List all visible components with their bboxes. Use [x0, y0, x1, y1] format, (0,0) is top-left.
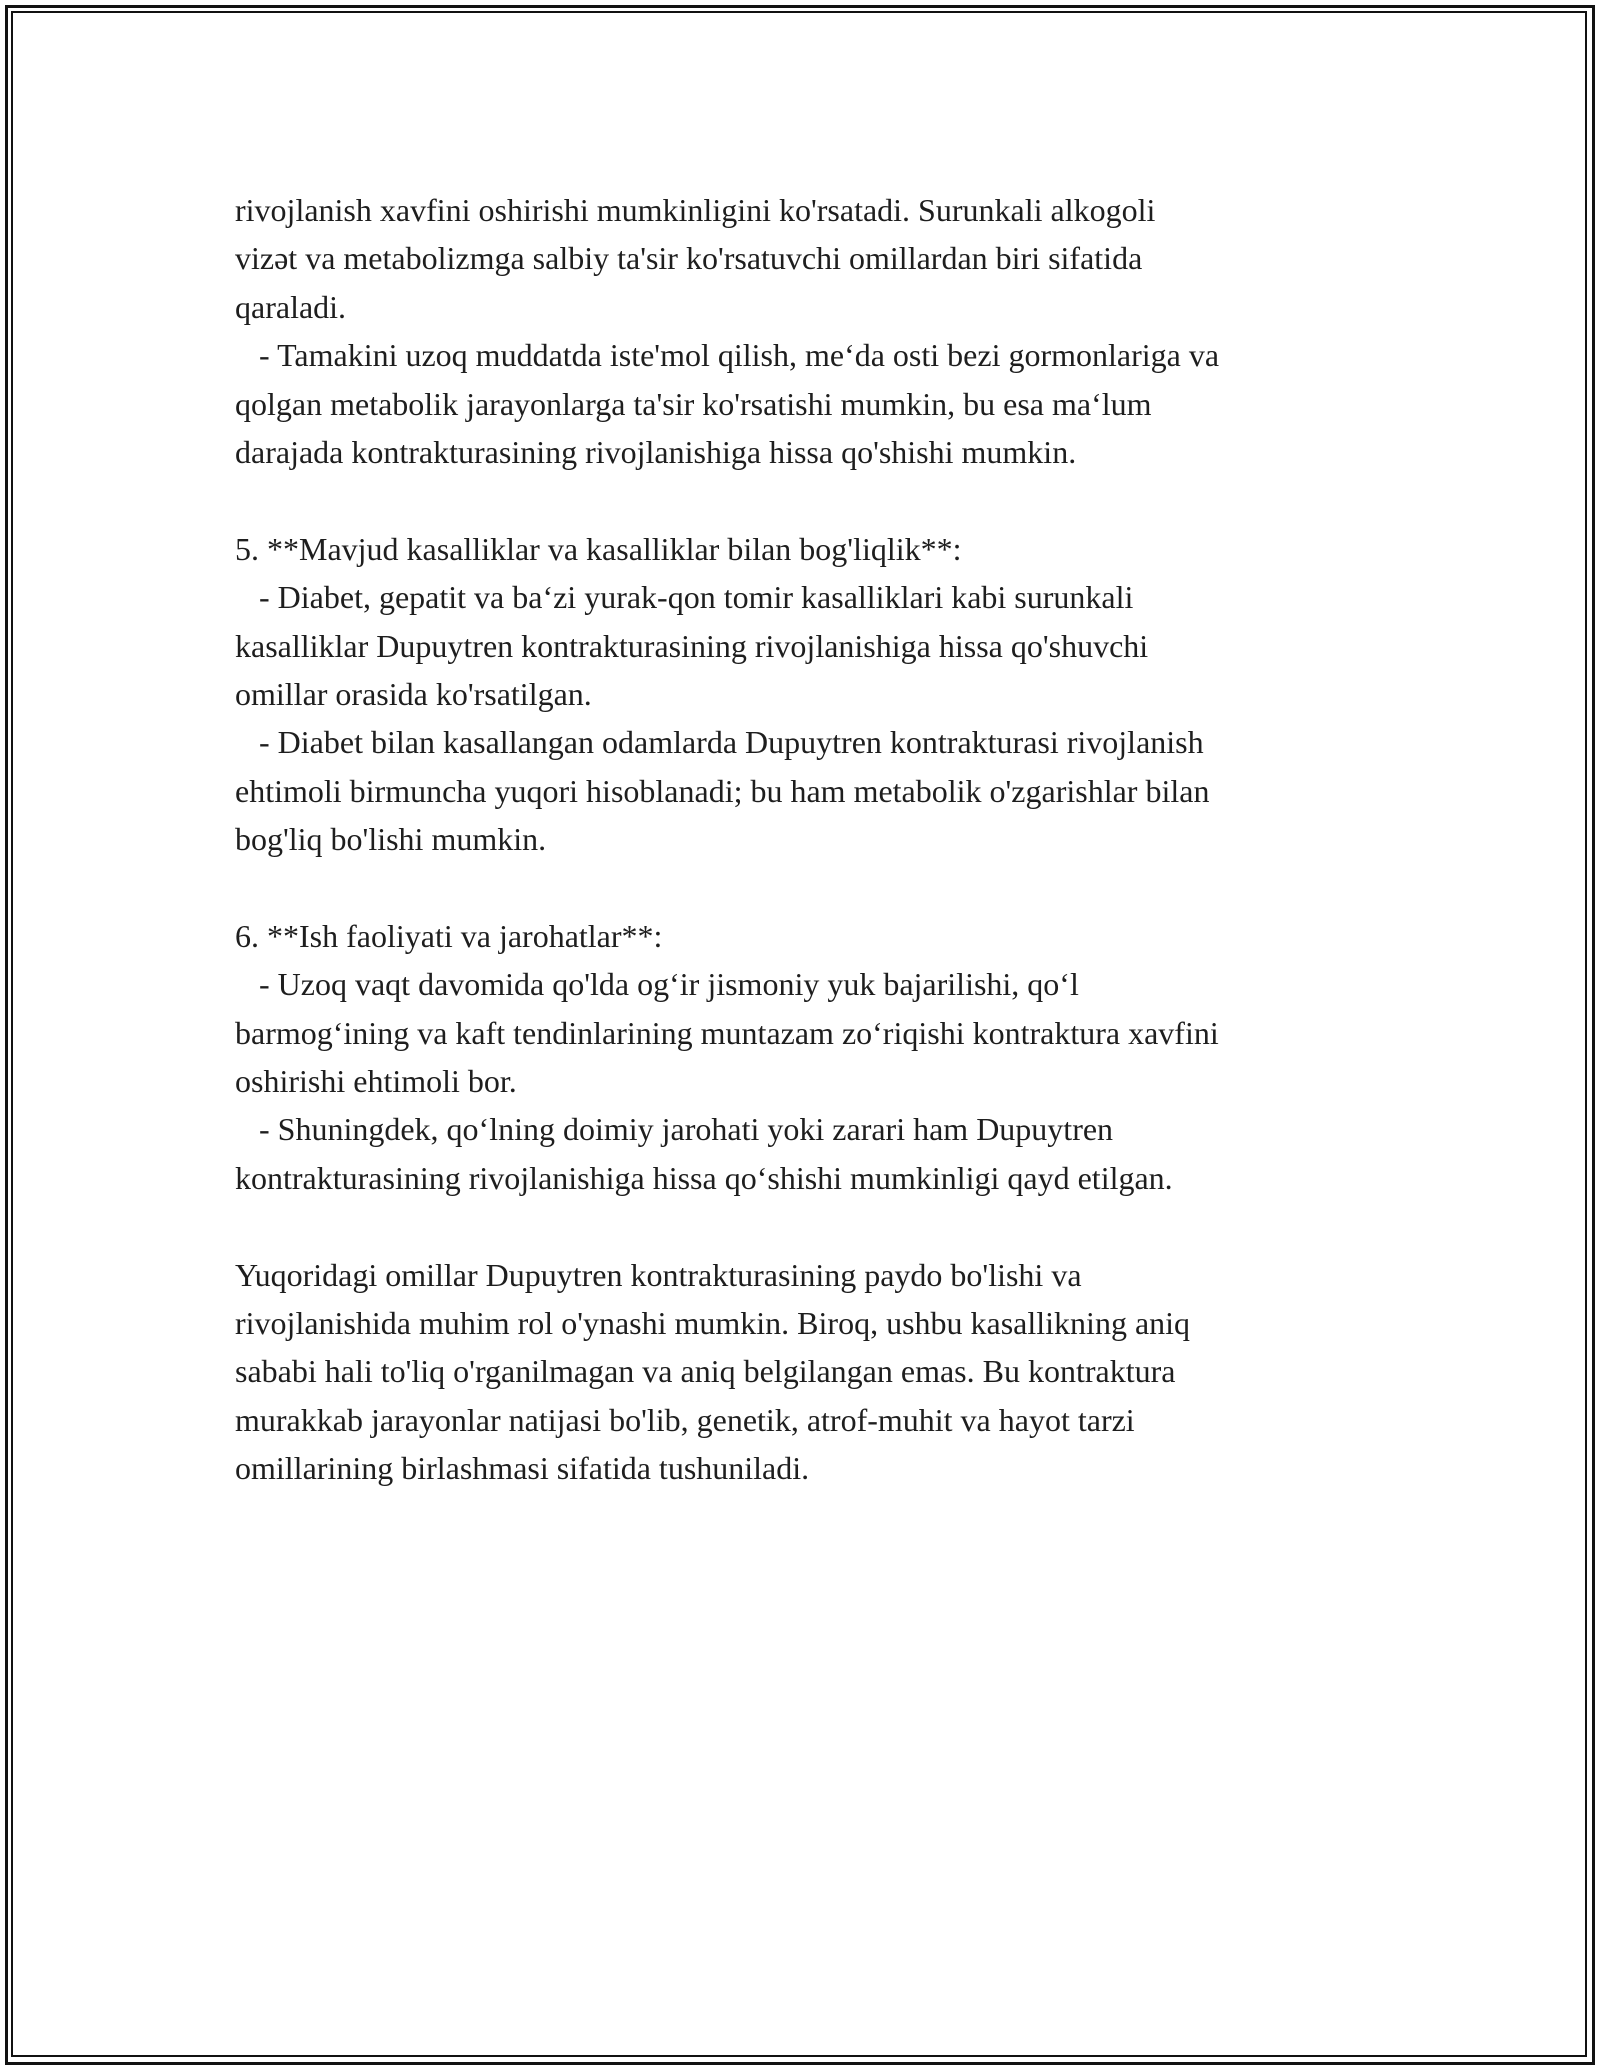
document-body	[235, 186, 1395, 1493]
text-line: omillarining birlashmasi sifatida tushuniladi.	[235, 1450, 810, 1487]
paragraph-gap	[235, 476, 1395, 524]
text-line: kasalliklar Dupuytren kontrakturasining rivojlanishiga hissa qo'shuvchi	[235, 627, 1149, 664]
text-line: barmog‘ining va kaft tendinlarining muntazam zo‘riqishi kontraktura xavfini	[235, 1014, 1219, 1051]
text-line: murakkab jarayonlar natijasi bo'lib, genetik, atrof-muhit va hayot tarzi	[235, 1401, 1135, 1438]
bullet-line: - Diabet bilan kasallangan odamlarda Dupuytren kontrakturasi rivojlanish	[235, 724, 1204, 761]
text-line: sababi hali to'liq o'rganilmagan va aniq belgilangan emas. Bu kontraktura	[235, 1353, 1176, 1390]
section-heading: 5. **Mavjud kasalliklar va kasalliklar bilan bog'liqlik**:	[235, 530, 962, 567]
text-line: darajada kontrakturasining rivojlanishiga hissa qo'shishi mumkin.	[235, 433, 1077, 470]
text-line: kontrakturasining rivojlanishiga hissa qo‘shishi mumkinligi qayd etilgan.	[235, 1159, 1173, 1196]
text-line: vizət va metabolizmga salbiy ta'sir ko'rsatuvchi omillardan biri sifatida	[235, 240, 1143, 277]
bullet-line: - Shuningdek, qo‘lning doimiy jarohati yoki zarari ham Dupuytren	[235, 1111, 1114, 1148]
text-line: bog'liq bo'lishi mumkin.	[235, 821, 547, 858]
text-line: qaraladi.	[235, 288, 347, 325]
paragraph-gap	[235, 1202, 1395, 1250]
section-heading: 6. **Ish faoliyati va jarohatlar**:	[235, 917, 663, 954]
text-line: omillar orasida ko'rsatilgan.	[235, 675, 592, 712]
bullet-line: - Uzoq vaqt davomida qo'lda og‘ir jismoniy yuk bajarilishi, qo‘l	[235, 966, 1079, 1003]
bullet-line: - Diabet, gepatit va ba‘zi yurak-qon tomir kasalliklari kabi surunkali	[235, 579, 1134, 616]
text-line: rivojlanishida muhim rol o'ynashi mumkin. Biroq, ushbu kasallikning aniq	[235, 1304, 1191, 1341]
text-line: qolgan metabolik jarayonlarga ta'sir ko'rsatishi mumkin, bu esa ma‘lum	[235, 385, 1152, 422]
paragraph-gap	[235, 863, 1395, 911]
text-line: oshirishi ehtimoli bor.	[235, 1063, 517, 1100]
bullet-line: - Tamakini uzoq muddatda iste'mol qilish, me‘da osti bezi gormonlariga va	[235, 337, 1220, 374]
text-line: rivojlanish xavfini oshirishi mumkinligini ko'rsatadi. Surunkali alkogoli	[235, 192, 1156, 228]
text-line: ehtimoli birmuncha yuqori hisoblanadi; bu ham metabolik o'zgarishlar bilan	[235, 772, 1210, 809]
text-line: Yuqoridagi omillar Dupuytren kontrakturasining paydo bo'lishi va	[235, 1256, 1082, 1293]
